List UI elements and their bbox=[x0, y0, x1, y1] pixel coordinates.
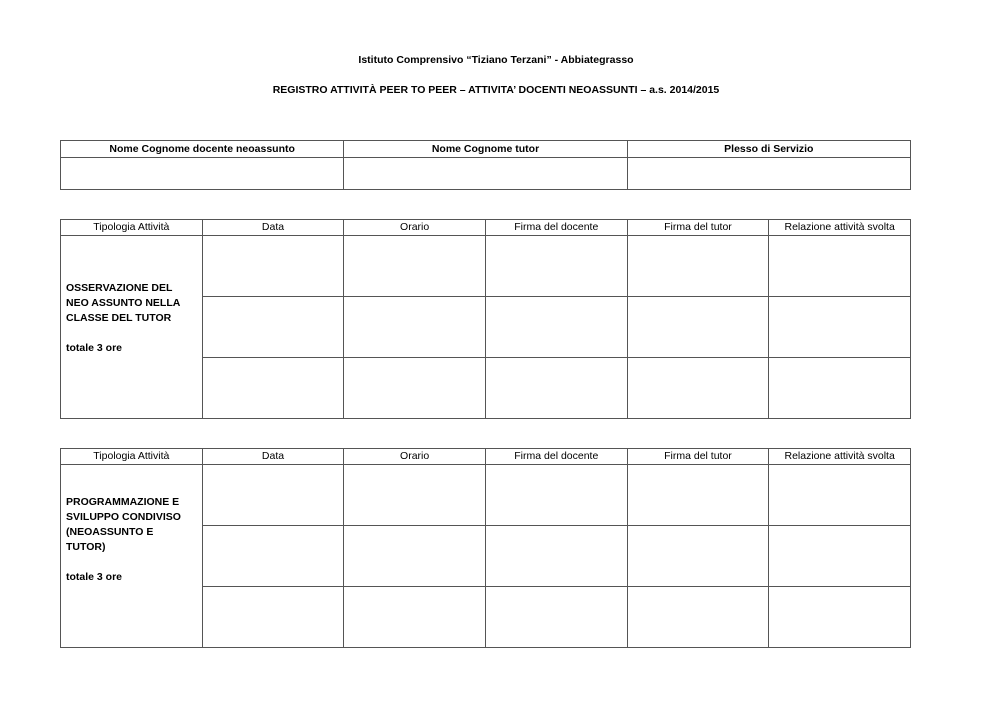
column-header: Tipologia Attività bbox=[61, 220, 203, 236]
teacher-signature-cell[interactable] bbox=[485, 358, 627, 419]
activity-type-line: CLASSE DEL TUTOR bbox=[66, 312, 172, 324]
report-cell[interactable] bbox=[769, 587, 911, 648]
date-cell[interactable] bbox=[202, 297, 344, 358]
date-cell[interactable] bbox=[202, 587, 344, 648]
column-header: Data bbox=[202, 449, 344, 465]
report-cell[interactable] bbox=[769, 465, 911, 526]
teacher-signature-cell[interactable] bbox=[485, 297, 627, 358]
column-header: Orario bbox=[344, 220, 486, 236]
activity-table-planning bbox=[60, 448, 911, 648]
activity-total-hours: totale 3 ore bbox=[66, 342, 123, 354]
time-cell[interactable] bbox=[344, 465, 486, 526]
activity-type-cell bbox=[61, 236, 203, 419]
tutor-signature-cell[interactable] bbox=[627, 526, 769, 587]
column-header: Firma del tutor bbox=[627, 449, 769, 465]
date-cell[interactable] bbox=[202, 358, 344, 419]
report-cell[interactable] bbox=[769, 297, 911, 358]
time-cell[interactable] bbox=[344, 587, 486, 648]
column-header: Relazione attività svolta bbox=[769, 449, 911, 465]
report-cell[interactable] bbox=[769, 236, 911, 297]
column-header: Tipologia Attività bbox=[61, 449, 203, 465]
time-cell[interactable] bbox=[344, 297, 486, 358]
date-cell[interactable] bbox=[202, 526, 344, 587]
teacher-signature-cell[interactable] bbox=[485, 587, 627, 648]
teacher-signature-cell[interactable] bbox=[485, 526, 627, 587]
time-cell[interactable] bbox=[344, 526, 486, 587]
activity-type-line: PROGRAMMAZIONE E bbox=[66, 496, 180, 508]
date-cell[interactable] bbox=[202, 465, 344, 526]
table-row bbox=[61, 236, 911, 297]
column-header: Orario bbox=[344, 449, 486, 465]
report-cell[interactable] bbox=[769, 358, 911, 419]
activity-type-line: SVILUPPO CONDIVISO bbox=[66, 511, 181, 523]
column-header: Data bbox=[202, 220, 344, 236]
column-header: Nome Cognome tutor bbox=[344, 141, 627, 158]
teacher-signature-cell[interactable] bbox=[485, 236, 627, 297]
school-site-cell[interactable] bbox=[627, 158, 910, 190]
activity-type-line: (NEOASSUNTO E bbox=[66, 526, 154, 538]
activity-type-cell bbox=[61, 465, 203, 648]
column-header: Firma del docente bbox=[485, 220, 627, 236]
teacher-name-cell[interactable] bbox=[61, 158, 344, 190]
tutor-name-cell[interactable] bbox=[344, 158, 627, 190]
activity-type-line: NEO ASSUNTO NELLA bbox=[66, 297, 181, 309]
activity-total-hours: totale 3 ore bbox=[66, 571, 123, 583]
table-header-row bbox=[61, 449, 911, 465]
time-cell[interactable] bbox=[344, 236, 486, 297]
table-header-row bbox=[61, 220, 911, 236]
tutor-signature-cell[interactable] bbox=[627, 465, 769, 526]
table-row bbox=[61, 465, 911, 526]
tutor-signature-cell[interactable] bbox=[627, 587, 769, 648]
table-header-row bbox=[61, 141, 911, 158]
column-header: Plesso di Servizio bbox=[627, 141, 910, 158]
column-header: Nome Cognome docente neoassunto bbox=[61, 141, 344, 158]
activity-type-line: OSSERVAZIONE DEL bbox=[66, 282, 173, 294]
report-cell[interactable] bbox=[769, 526, 911, 587]
activity-table-observation bbox=[60, 219, 911, 419]
column-header: Firma del docente bbox=[485, 449, 627, 465]
teacher-info-table bbox=[60, 140, 911, 190]
table-row bbox=[61, 158, 911, 190]
column-header: Relazione attività svolta bbox=[769, 220, 911, 236]
column-header: Firma del tutor bbox=[627, 220, 769, 236]
date-cell[interactable] bbox=[202, 236, 344, 297]
teacher-signature-cell[interactable] bbox=[485, 465, 627, 526]
register-title: REGISTRO ATTIVITÀ PEER TO PEER – ATTIVITA’ DOCENTI NEOASSUNTI – a.s. 2014/2015 bbox=[272, 84, 720, 96]
tutor-signature-cell[interactable] bbox=[627, 297, 769, 358]
time-cell[interactable] bbox=[344, 358, 486, 419]
school-name: Istituto Comprensivo “Tiziano Terzani” - Abbiategrasso bbox=[358, 54, 634, 66]
tutor-signature-cell[interactable] bbox=[627, 358, 769, 419]
tutor-signature-cell[interactable] bbox=[627, 236, 769, 297]
activity-type-line: TUTOR) bbox=[66, 541, 106, 553]
